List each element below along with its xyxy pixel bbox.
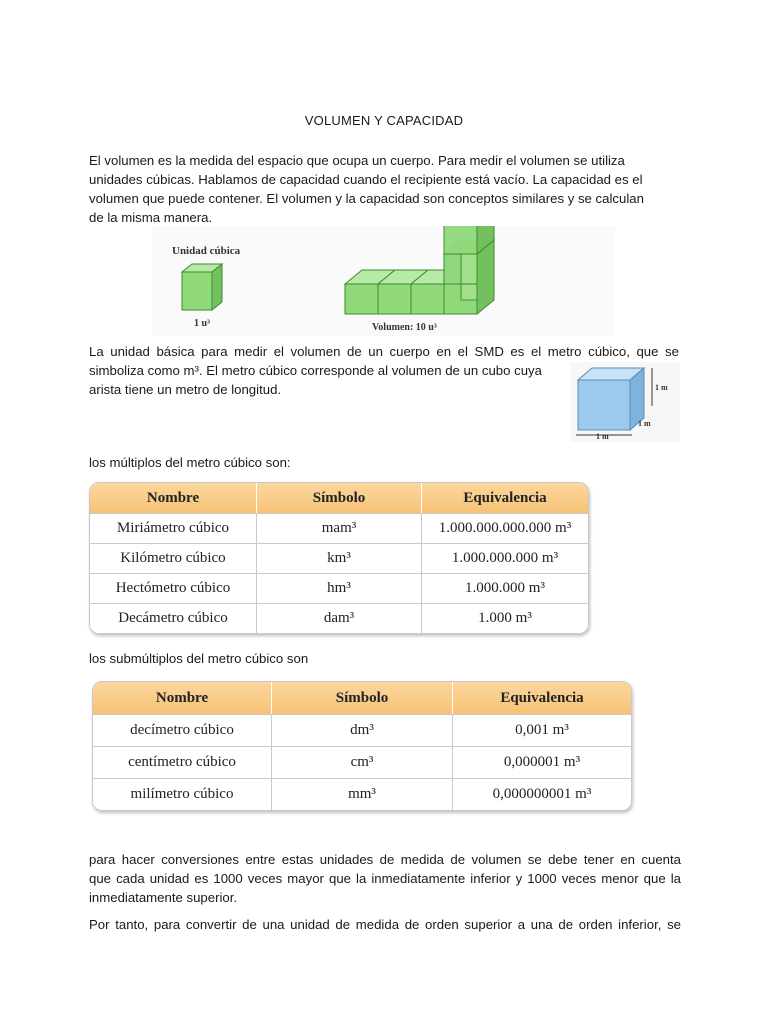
cell-equivalencia: 1.000.000.000 m³	[422, 543, 588, 573]
cell-simbolo: dam³	[257, 603, 422, 633]
cell-nombre: decímetro cúbico	[93, 714, 272, 746]
conversion-line: inmediatamente superior.	[89, 890, 238, 905]
table-header-row	[93, 682, 631, 714]
cell-simbolo: dm³	[272, 714, 453, 746]
column-header-nombre: Nombre	[93, 682, 272, 714]
cell-simbolo: cm³	[272, 746, 453, 778]
conversion-next-line: Por tanto, para convertir de una unidad de medida de orden superior a una de orden inferior, se	[89, 917, 681, 932]
intro-line: de la misma manera.	[89, 210, 213, 225]
height-label: 1 m	[655, 383, 668, 392]
cell-equivalencia: 0,001 m³	[453, 714, 631, 746]
column-header-simbolo: Símbolo	[272, 682, 453, 714]
cell-simbolo: mam³	[257, 513, 422, 543]
depth-label: 1 m	[638, 419, 651, 428]
unit-cube-label: 1 u³	[194, 318, 211, 329]
column-header-equivalencia: Equivalencia	[422, 483, 588, 513]
cubes-illustration	[152, 226, 615, 336]
cubes-figure	[152, 226, 615, 336]
smd-line: arista tiene un metro de longitud.	[89, 382, 282, 397]
column-header-nombre: Nombre	[90, 483, 257, 513]
cell-equivalencia: 1.000 m³	[422, 603, 588, 633]
multiplos-label: los múltiplos del metro cúbico son:	[89, 455, 291, 470]
multiplos-table	[89, 482, 589, 634]
intro-line: El volumen es la medida del espacio que ocupa un cuerpo. Para medir el volumen se utiliza	[89, 153, 625, 168]
cell-nombre: Decámetro cúbico	[90, 603, 257, 633]
cell-equivalencia: 1.000.000.000.000 m³	[422, 513, 588, 543]
blue-cube-icon	[578, 368, 644, 430]
metro-cubico-illustration	[570, 362, 680, 442]
cell-simbolo: km³	[257, 543, 422, 573]
smd-line: simboliza como m³. El metro cúbico corresponde al volumen de un cubo cuya	[89, 363, 542, 378]
conversion-line: que cada unidad es 1000 veces mayor que la inmediatamente inferior y 1000 veces menor que la	[89, 871, 681, 886]
conversion-paragraph	[89, 850, 681, 934]
column-header-equivalencia: Equivalencia	[453, 682, 631, 714]
table-row	[90, 513, 588, 543]
table-row	[90, 543, 588, 573]
cell-equivalencia: 0,000001 m³	[453, 746, 631, 778]
volume-cubes-icon	[345, 226, 494, 314]
cell-nombre: centímetro cúbico	[93, 746, 272, 778]
unit-cube-caption: Unidad cúbica	[172, 245, 241, 257]
cell-nombre: Kilómetro cúbico	[90, 543, 257, 573]
intro-line: volumen que puede contener. El volumen y la capacidad son conceptos similares y se calculan	[89, 191, 644, 206]
volume-label: Volumen: 10 u³	[372, 322, 437, 333]
cell-simbolo: hm³	[257, 573, 422, 603]
metro-cubico-figure	[570, 362, 680, 442]
page-title: VOLUMEN Y CAPACIDAD	[304, 113, 464, 128]
cell-equivalencia: 0,000000001 m³	[453, 778, 631, 810]
intro-line: unidades cúbicas. Hablamos de capacidad cuando el recipiente está vacío. La capacidad es el	[89, 172, 643, 187]
smd-line: La unidad básica para medir el volumen de un cuerpo en el SMD es el metro cúbico, que se	[89, 344, 679, 359]
cell-nombre: Miriámetro cúbico	[90, 513, 257, 543]
column-header-simbolo: Símbolo	[257, 483, 422, 513]
table-row	[93, 714, 631, 746]
cell-nombre: Hectómetro cúbico	[90, 573, 257, 603]
submultiplos-label: los submúltiplos del metro cúbico son	[89, 651, 309, 666]
table-row	[90, 603, 588, 633]
submultiplos-table	[92, 681, 632, 811]
table-row	[90, 573, 588, 603]
cell-simbolo: mm³	[272, 778, 453, 810]
table-header-row	[90, 483, 588, 513]
conversion-line: para hacer conversiones entre estas unidades de medida de volumen se debe tener en cuenta	[89, 852, 681, 867]
intro-paragraph	[89, 151, 679, 227]
cell-nombre: milímetro cúbico	[93, 778, 272, 810]
width-label: 1 m	[596, 432, 609, 441]
table-row	[93, 746, 631, 778]
table-row	[93, 778, 631, 810]
cell-equivalencia: 1.000.000 m³	[422, 573, 588, 603]
unit-cube-icon	[182, 264, 222, 310]
